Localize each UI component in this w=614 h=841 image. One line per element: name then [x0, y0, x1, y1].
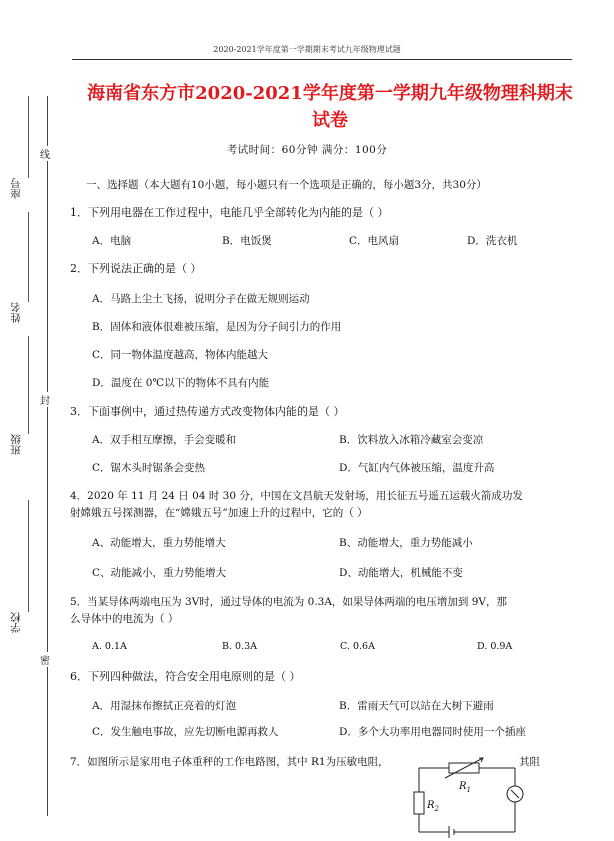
question-2-stem: 2．下列说法正确的是（ ） — [70, 262, 202, 275]
question-4-option-c: C、动能减小，重力势能增大 — [92, 567, 227, 579]
class-underline — [28, 336, 29, 434]
question-1-option-d: D．洗衣机 — [467, 235, 518, 247]
school-underline — [28, 500, 29, 612]
question-3-option-d: D．气缸内气体被压缩，温度升高 — [339, 462, 495, 474]
question-3-option-b: B．饮料放入冰箱冷藏室会变凉 — [339, 434, 484, 446]
question-3-option-a: A．双手相互摩擦，手会变暖和 — [92, 434, 237, 446]
question-1-option-c: C．电风扇 — [349, 235, 400, 247]
running-header: 2020-2021学年度第一学期期末考试九年级物理试题 — [213, 45, 401, 54]
question-2-option-c: C．同一物体温度越高，物体内能越大 — [92, 349, 269, 361]
exam-title — [70, 80, 590, 134]
question-5-option-d: D. 0.9A — [477, 641, 513, 652]
weighing-scale-circuit-diagram — [405, 756, 525, 838]
seat-underline — [28, 96, 29, 178]
question-4-option-a: A、动能增大，重力势能增大 — [92, 537, 226, 549]
question-6-stem: 6．下列四种做法，符合安全用电原则的是（ ） — [70, 670, 301, 683]
binding-line — [47, 96, 48, 816]
r1-variable-arrow — [445, 758, 483, 778]
question-1-stem: 1．下列用电器在工作过程中，电能几乎全部转化为内能的是（ ） — [70, 206, 389, 219]
question-7-stem: 7．如图所示是家用电子体重秤的工作电路图，其中 R1为压敏电阻， — [70, 756, 389, 768]
name-underline — [28, 212, 29, 302]
question-4-option-d: D、动能增大，机械能不变 — [339, 567, 463, 579]
question-5-option-a: A. 0.1A — [92, 641, 127, 652]
question-5-stem-line-1: 5．当某导体两端电压为 3V时，通过导体的电流为 0.3A，如果导体两端的电压增加到 9V，那 — [70, 596, 507, 608]
exam-info: 考试时间：60分钟 满分：100分 — [226, 144, 388, 156]
r2-label: $R_2$ — [427, 800, 439, 813]
question-5-option-b: B. 0.3A — [222, 641, 257, 652]
header-rule — [72, 59, 572, 60]
question-4-stem-line-1: 4．2020 年 11 月 24 日 04 时 30 分，中国在文昌航天发射场，用长征五号遥五运载火箭成功发 — [70, 490, 523, 502]
name-label: 姓名 — [10, 302, 22, 323]
question-2-option-b: B．固体和液体很难被压缩，是因为分子间引力的作用 — [92, 321, 342, 333]
question-2-option-d: D．温度在 0℃以下的物体不具有内能 — [92, 377, 270, 389]
question-4-option-b: B、动能增大，重力势能减小 — [339, 537, 473, 549]
seal-char-line: 线 — [40, 146, 50, 161]
question-6-option-b: B．雷雨天气可以站在大树下避雨 — [339, 700, 494, 712]
exam-title-line-1: 海南省东方市2020-2021学年度第一学期九年级物理科期末 — [87, 83, 573, 104]
question-1-option-b: B．电饭煲 — [222, 235, 272, 247]
seal-char-dense: 密 — [40, 652, 50, 667]
question-4-stem-line-2: 射嫦娥五号探测器，在“嫦娥五号”加速上升的过程中，它的（ ） — [70, 507, 368, 519]
question-6-option-d: D．多个大功率用电器同时使用一个插座 — [339, 726, 526, 738]
r2-resistor — [414, 792, 424, 814]
class-label: 班级 — [10, 434, 22, 455]
seal-char-seal: 封 — [40, 392, 50, 407]
school-label: 学校 — [10, 612, 22, 633]
r1-label: $R_1$ — [459, 781, 471, 794]
question-6-option-a: A．用湿抹布擦拭正亮着的灯泡 — [92, 700, 237, 712]
seat-label: 座号 — [10, 178, 22, 199]
exam-title-line-2: 试卷 — [312, 110, 348, 131]
question-2-option-a: A．马路上尘土飞扬，说明分子在做无规则运动 — [92, 293, 310, 305]
question-1-option-a: A．电脑 — [92, 235, 132, 247]
question-5-option-c: C. 0.6A — [340, 641, 375, 652]
question-7-stem-tail: 其阻 — [519, 756, 540, 768]
question-6-option-c: C．发生触电事故，应先切断电源再救人 — [92, 726, 279, 738]
question-5-stem-line-2: 么导体中的电流为（ ） — [70, 613, 179, 625]
question-3-option-c: C．锯木头时锯条会变热 — [92, 462, 206, 474]
section-heading: 一、选择题（本大题有10小题，每小题只有一个选项是正确的，每小题3分，共30分） — [86, 179, 487, 191]
question-3-stem: 3．下面事例中，通过热传递方式改变物体内能的是（ ） — [70, 405, 345, 418]
meter-needle — [511, 790, 519, 798]
